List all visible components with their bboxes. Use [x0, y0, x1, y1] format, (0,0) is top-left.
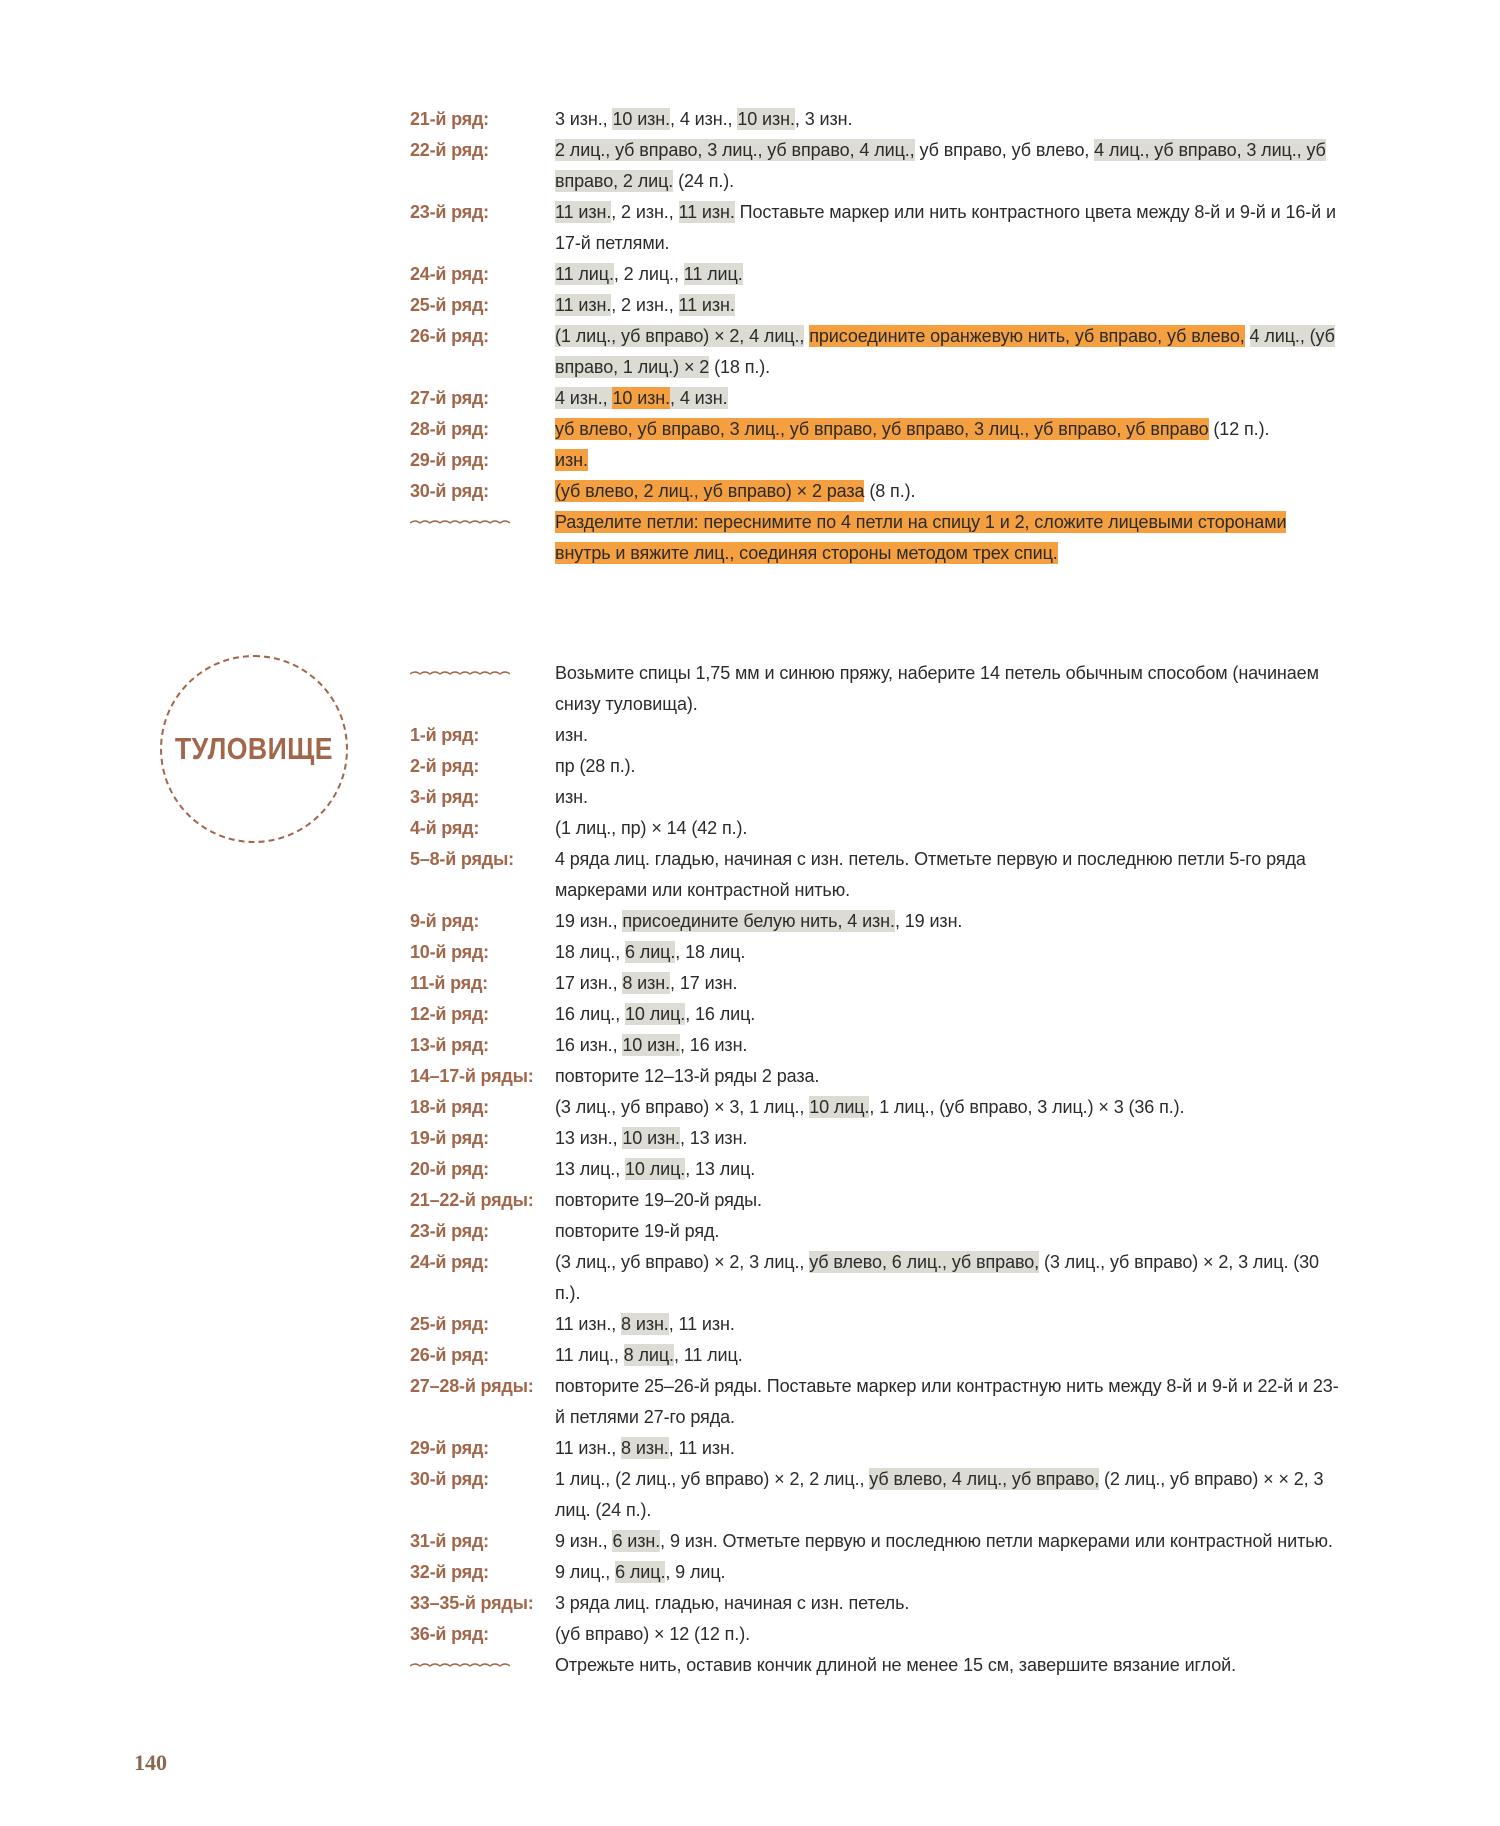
instruction-row	[410, 383, 1345, 414]
row-label: 4-й ряд:	[410, 818, 480, 838]
row-label: 23-й ряд:	[410, 1221, 489, 1241]
row-instruction	[555, 290, 1345, 321]
highlight-gray: 6 лиц.	[625, 942, 676, 962]
row-instruction	[555, 1154, 1345, 1185]
instruction-text: 1 лиц., (2 лиц., уб вправо) × 2, 2 лиц.,	[555, 1469, 870, 1489]
highlight-gray: (1 лиц., уб вправо) × 2, 4 лиц.,	[555, 326, 805, 346]
row-label: 27-й ряд:	[410, 388, 489, 408]
instruction-row	[410, 290, 1345, 321]
row-label: 27–28-й ряды:	[410, 1376, 534, 1396]
highlight-gray: 10 изн.	[622, 1035, 680, 1055]
row-instruction	[555, 476, 1345, 507]
instruction-text: , 11 лиц.	[673, 1345, 743, 1365]
row-instruction	[555, 1619, 1345, 1650]
row-instruction	[555, 1650, 1345, 1681]
section-title: ТУЛОВИЩЕ	[174, 731, 334, 766]
instruction-row	[410, 445, 1345, 476]
highlight-gray: 10 лиц.	[625, 1004, 686, 1024]
highlight-gray: 2 лиц., уб вправо, 3 лиц., уб вправо, 4 лиц.,	[555, 140, 915, 160]
row-instruction	[555, 383, 1345, 414]
instruction-text: Возьмите спицы 1,75 мм и синюю пряжу, наберите 14 петель обычным способом (начинаем снизу туловища).	[555, 663, 1319, 714]
instruction-text: , 11 изн.	[668, 1438, 735, 1458]
highlight-gray: 8 лиц.	[623, 1345, 674, 1365]
row-instruction	[555, 1061, 1345, 1092]
highlight-gray: 6 лиц.	[615, 1562, 666, 1582]
instruction-text: , 17 изн.	[670, 973, 738, 993]
row-instruction	[555, 1030, 1345, 1061]
highlight-orange: присоедините оранжевую нить, уб вправо, уб влево,	[809, 326, 1245, 346]
instruction-text: , 3 изн.	[794, 109, 853, 129]
row-instruction	[555, 1092, 1345, 1123]
instruction-text: повторите 19-й ряд.	[555, 1221, 720, 1241]
highlight-gray: 10 лиц.	[809, 1097, 870, 1117]
instruction-row	[410, 999, 1345, 1030]
row-instruction	[555, 1247, 1345, 1309]
instruction-text: 13 лиц.,	[555, 1159, 625, 1179]
instruction-row	[410, 751, 1345, 782]
instruction-text: 11 изн.,	[555, 1314, 622, 1334]
row-label: 11-й ряд:	[410, 973, 488, 993]
instruction-row	[410, 259, 1345, 290]
page-number: 140	[134, 1750, 167, 1775]
row-instruction	[555, 813, 1345, 844]
row-instruction	[555, 720, 1345, 751]
instruction-row	[410, 1526, 1345, 1557]
highlight-gray: 8 изн.	[621, 1314, 669, 1334]
section-badge	[160, 655, 348, 843]
row-instruction	[555, 1526, 1345, 1557]
instruction-row	[410, 1371, 1345, 1433]
instruction-text: 3 ряда лиц. гладью, начиная с изн. петель.	[555, 1593, 910, 1613]
row-label: 14–17-й ряды:	[410, 1066, 534, 1086]
instruction-text: 19 изн.,	[555, 911, 623, 931]
row-label: 25-й ряд:	[410, 1314, 489, 1334]
row-label: 13-й ряд:	[410, 1035, 489, 1055]
row-instruction	[555, 751, 1345, 782]
highlight-gray: 10 изн.	[737, 109, 795, 129]
row-instruction	[555, 1371, 1345, 1433]
row-label: 30-й ряд:	[410, 1469, 489, 1489]
instruction-text: 9 лиц.,	[555, 1562, 616, 1582]
instruction-row	[410, 1557, 1345, 1588]
row-instruction	[555, 197, 1345, 259]
row-marker	[410, 507, 555, 528]
row-marker	[410, 1650, 555, 1671]
instruction-text: повторите 19–20-й ряды.	[555, 1190, 762, 1210]
row-label: 10-й ряд:	[410, 942, 489, 962]
row-marker	[410, 658, 555, 679]
instruction-text: , 16 лиц.	[685, 1004, 756, 1024]
instruction-text: (3 лиц., уб вправо) × 2, 3 лиц. (30 п.).	[555, 1252, 1319, 1303]
instruction-text: , 11 изн.	[668, 1314, 735, 1334]
instruction-text: 9 изн.,	[555, 1531, 613, 1551]
highlight-orange: изн.	[555, 450, 588, 470]
instruction-text: , 13 лиц.	[685, 1159, 756, 1179]
instruction-row	[410, 104, 1345, 135]
row-label: 31-й ряд:	[410, 1531, 489, 1551]
row-label: 9-й ряд:	[410, 911, 480, 931]
instruction-row	[410, 197, 1345, 259]
instruction-row	[410, 968, 1345, 999]
row-label: 33–35-й ряды:	[410, 1593, 534, 1613]
highlight-gray: присоедините белую нить, 4 изн.	[622, 911, 895, 931]
instruction-row	[410, 1464, 1345, 1526]
instruction-text: , 19 изн.	[894, 911, 963, 931]
instruction-text: пр (28 п.).	[555, 756, 636, 776]
row-label: 12-й ряд:	[410, 1004, 489, 1024]
highlight-gray: 10 изн.	[612, 109, 671, 129]
instruction-row	[410, 507, 1345, 569]
highlight-gray: 11 изн.	[555, 295, 612, 315]
highlight-orange: уб влево, уб вправо, 3 лиц., уб вправо, уб вправо, 3 лиц., уб вправо, уб вправо	[555, 419, 1209, 439]
row-instruction	[555, 135, 1345, 197]
row-label: 18-й ряд:	[410, 1097, 489, 1117]
highlight-gray: 11 лиц.	[683, 264, 743, 284]
instruction-row	[410, 1309, 1345, 1340]
row-label: 29-й ряд:	[410, 1438, 489, 1458]
instruction-row	[410, 906, 1345, 937]
instruction-text: (18 п.).	[709, 357, 771, 377]
row-label: 1-й ряд:	[410, 725, 480, 745]
row-instruction	[555, 104, 1345, 135]
wave-divider-icon	[410, 518, 510, 528]
instruction-text: , 13 изн.	[679, 1128, 748, 1148]
row-label: 2-й ряд:	[410, 756, 480, 776]
highlight-gray: 8 изн.	[622, 973, 671, 993]
instruction-row	[410, 844, 1345, 906]
instruction-row	[410, 782, 1345, 813]
instruction-row	[410, 1650, 1345, 1681]
instruction-text: повторите 25–26-й ряды. Поставьте маркер или контрастную нить между 8-й и 9-й и 22-й и 23-й петлями 27-го ряда.	[555, 1376, 1339, 1427]
instruction-row	[410, 1433, 1345, 1464]
instruction-text: 13 изн.,	[555, 1128, 623, 1148]
row-instruction	[555, 844, 1345, 906]
highlight-gray: 6 изн.	[612, 1531, 661, 1551]
wave-divider-icon	[410, 1661, 510, 1671]
instruction-text: 18 лиц.,	[555, 942, 625, 962]
instruction-text: , 2 изн.,	[611, 295, 679, 315]
instruction-text: (3 лиц., уб вправо) × 3, 1 лиц.,	[555, 1097, 810, 1117]
instruction-text: (24 п.).	[673, 171, 735, 191]
instruction-text: , 16 изн.	[679, 1035, 748, 1055]
row-label: 28-й ряд:	[410, 419, 489, 439]
highlight-gray: 11 изн.	[555, 202, 612, 222]
instruction-row	[410, 414, 1345, 445]
instruction-row	[410, 1588, 1345, 1619]
instruction-text: 16 лиц.,	[555, 1004, 625, 1024]
row-label: 20-й ряд:	[410, 1159, 489, 1179]
instruction-text: повторите 12–13-й ряды 2 раза.	[555, 1066, 820, 1086]
row-instruction	[555, 507, 1345, 569]
highlight-gray: 8 изн.	[621, 1438, 669, 1458]
instruction-text: , 2 изн.,	[611, 202, 679, 222]
row-label: 21–22-й ряды:	[410, 1190, 534, 1210]
row-instruction	[555, 782, 1345, 813]
row-label: 26-й ряд:	[410, 1345, 489, 1365]
instruction-text: Поставьте маркер или нить контрастного цвета между 8-й и 9-й и 16-й и 17-й петлями.	[555, 202, 1336, 253]
row-instruction	[555, 937, 1345, 968]
row-instruction	[555, 906, 1345, 937]
instruction-text: , 9 лиц.	[665, 1562, 726, 1582]
instruction-row	[410, 1619, 1345, 1650]
highlight-gray: 11 изн.	[678, 202, 735, 222]
highlight-gray: 4 лиц., уб вправо, 3 лиц., уб вправо, 2 лиц.	[555, 140, 1326, 191]
row-instruction	[555, 1185, 1345, 1216]
instruction-text: 17 изн.,	[555, 973, 623, 993]
row-instruction	[555, 968, 1345, 999]
row-label: 21-й ряд:	[410, 109, 489, 129]
instructions-top	[410, 104, 1345, 569]
instruction-row	[410, 321, 1345, 383]
instruction-text: изн.	[555, 787, 588, 807]
instruction-row	[410, 658, 1345, 720]
instruction-row	[410, 1154, 1345, 1185]
row-label: 24-й ряд:	[410, 264, 489, 284]
instruction-text: 16 изн.,	[555, 1035, 623, 1055]
instruction-text: уб вправо, уб влево,	[914, 140, 1095, 160]
highlight-gray: уб влево, 6 лиц., уб вправо,	[809, 1252, 1040, 1272]
row-instruction	[555, 445, 1345, 476]
instruction-text	[1245, 325, 1250, 347]
highlight-gray: 10 изн.	[622, 1128, 680, 1148]
instruction-text: (2 лиц., уб вправо) × × 2, 3 лиц. (24 п.).	[555, 1469, 1324, 1520]
instruction-text: , 1 лиц., (уб вправо, 3 лиц.) × 3 (36 п.).	[869, 1097, 1185, 1117]
highlight-gray: 11 лиц.	[555, 264, 614, 284]
row-instruction	[555, 1588, 1345, 1619]
row-label: 29-й ряд:	[410, 450, 489, 470]
instruction-row	[410, 1216, 1345, 1247]
row-label: 5–8-й ряды:	[410, 849, 514, 869]
row-label: 30-й ряд:	[410, 481, 489, 501]
instruction-text: , 4 изн.,	[670, 109, 738, 129]
highlight-orange: 10 изн.	[612, 388, 671, 408]
row-label: 26-й ряд:	[410, 326, 489, 346]
instruction-text: 4 ряда лиц. гладью, начиная с изн. петель. Отметьте первую и последнюю петли 5-го ряда маркерами или контрастной нитью.	[555, 849, 1306, 900]
instructions-body	[410, 658, 1345, 1681]
instruction-text: Отрежьте нить, оставив кончик длиной не менее 15 см, завершите вязание иглой.	[555, 1655, 1236, 1675]
instruction-text: , 2 лиц.,	[613, 264, 684, 284]
instruction-text: , 18 лиц.	[675, 942, 746, 962]
instruction-row	[410, 813, 1345, 844]
row-label: 36-й ряд:	[410, 1624, 489, 1644]
row-instruction	[555, 1464, 1345, 1526]
highlight-orange: (уб влево, 2 лиц., уб вправо) × 2 раза	[555, 481, 865, 501]
row-instruction	[555, 1216, 1345, 1247]
row-instruction	[555, 414, 1345, 445]
instruction-row	[410, 476, 1345, 507]
instruction-row	[410, 1247, 1345, 1309]
row-label: 25-й ряд:	[410, 295, 489, 315]
instruction-text: (1 лиц., пр) × 14 (42 п.).	[555, 818, 748, 838]
highlight-gray: 10 лиц.	[625, 1159, 686, 1179]
row-instruction	[555, 999, 1345, 1030]
instruction-row	[410, 937, 1345, 968]
row-instruction	[555, 321, 1345, 383]
row-label: 24-й ряд:	[410, 1252, 489, 1272]
row-instruction	[555, 259, 1345, 290]
row-instruction	[555, 1557, 1345, 1588]
instruction-text: изн.	[555, 725, 588, 745]
row-label: 22-й ряд:	[410, 140, 489, 160]
instruction-text: (8 п.).	[864, 481, 916, 501]
instruction-text: (уб вправо) × 12 (12 п.).	[555, 1624, 750, 1644]
row-label: 3-й ряд:	[410, 787, 480, 807]
highlight-gray: 4 лиц., (уб вправо, 1 лиц.) × 2	[555, 326, 1335, 377]
highlight-gray: 11 изн.	[678, 295, 735, 315]
instruction-row	[410, 1185, 1345, 1216]
row-label: 19-й ряд:	[410, 1128, 489, 1148]
row-instruction	[555, 1340, 1345, 1371]
instruction-text: (12 п.).	[1208, 419, 1270, 439]
instruction-row	[410, 135, 1345, 197]
instruction-row	[410, 1123, 1345, 1154]
row-instruction	[555, 658, 1345, 720]
wave-divider-icon	[410, 669, 510, 679]
instruction-row	[410, 1340, 1345, 1371]
row-instruction	[555, 1123, 1345, 1154]
instruction-text: 11 изн.,	[555, 1438, 622, 1458]
instruction-row	[410, 1061, 1345, 1092]
instruction-text: , 9 изн. Отметьте первую и последнюю петли маркерами или контрастной нитью.	[660, 1531, 1333, 1551]
instruction-row	[410, 1092, 1345, 1123]
highlight-gray: уб влево, 4 лиц., уб вправо,	[869, 1469, 1100, 1489]
row-label: 32-й ряд:	[410, 1562, 489, 1582]
highlight-gray: 4 изн.,	[555, 388, 613, 408]
row-label: 23-й ряд:	[410, 202, 489, 222]
instruction-text: (3 лиц., уб вправо) × 2, 3 лиц.,	[555, 1252, 810, 1272]
instruction-text: 3 изн.,	[555, 109, 613, 129]
instruction-row	[410, 1030, 1345, 1061]
row-instruction	[555, 1309, 1345, 1340]
instruction-row	[410, 720, 1345, 751]
row-instruction	[555, 1433, 1345, 1464]
highlight-orange: Разделите петли: переснимите по 4 петли на спицу 1 и 2, сложите лицевыми сторонами внутрь и вяжите лиц., соединяя стороны методом трех спиц.	[555, 512, 1287, 563]
instruction-text: 11 лиц.,	[555, 1345, 624, 1365]
highlight-gray: , 4 изн.	[670, 388, 728, 408]
